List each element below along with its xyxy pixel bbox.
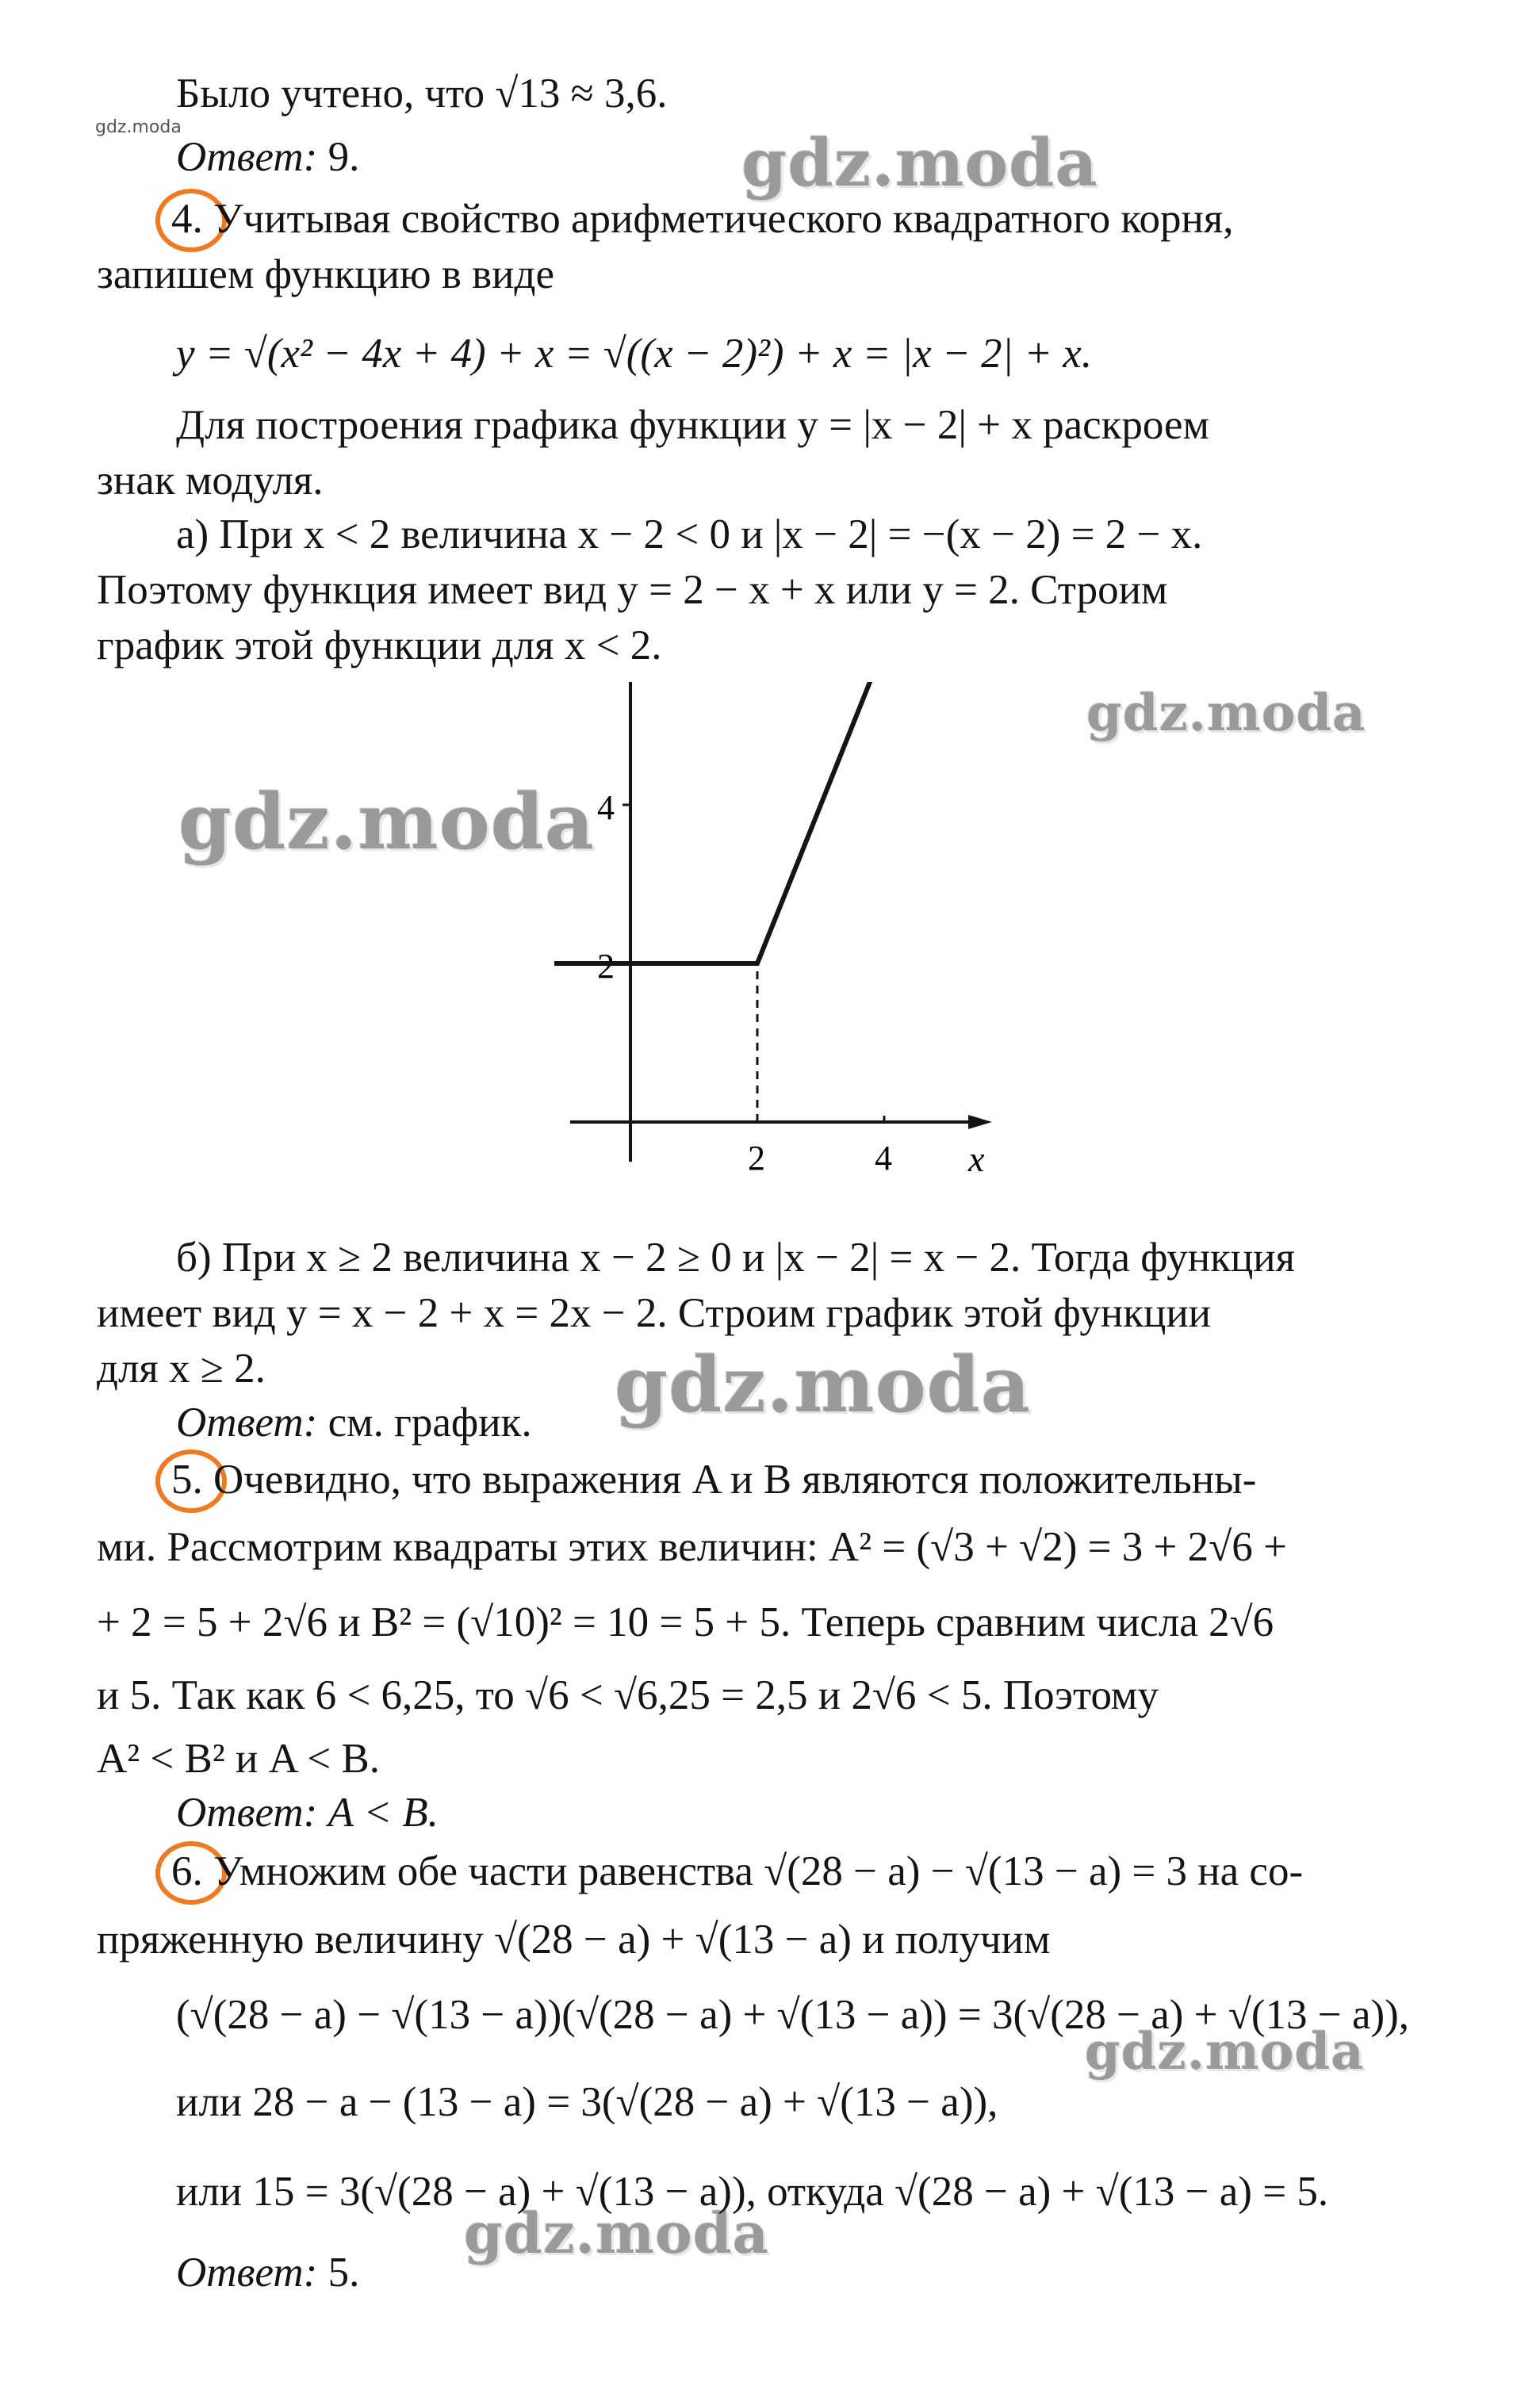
answer-value: A < B. [317, 1790, 439, 1836]
problem-4-line-2: запишем функцию в виде [97, 251, 554, 297]
intro-line: Было учтено, что √13 ≈ 3,6. [176, 71, 668, 117]
answer-value: 5. [317, 2250, 360, 2296]
problem-number: 4. [171, 196, 203, 242]
answer-value: 9. [317, 134, 360, 180]
answer-value: см. график. [317, 1400, 532, 1446]
problem-5-line-1 [171, 1459, 1540, 1501]
problem-6-formula-1: (√(28 − a) − √(13 − a))(√(28 − a) + √(13 − a)) = 3(√(28 − a) + √(13 − a)), [176, 1992, 1410, 2038]
problem-6-text-1: Умножим обе части равенства √(28 − a) − √(13 − a) = 3 на со- [213, 1848, 1304, 1894]
x-axis-arrow [968, 1115, 992, 1129]
x-tick-label: 2 [748, 1139, 765, 1178]
answer-label: Ответ: [176, 134, 318, 180]
problem-5-line-4: и 5. Так как 6 < 6,25, то √6 < √6,25 = 2,5 и 2√6 < 5. Поэтому [97, 1672, 1159, 1718]
watermark: gdz.moda [1085, 2022, 1365, 2081]
problem-6-line-1 [171, 1848, 1540, 1894]
problem-6-formula-2: или 28 − a − (13 − a) = 3(√(28 − a) + √(13 − a)), [176, 2079, 998, 2125]
problem-4-line-3: Для построения графика функции y = |x − 2| + x раскроем [176, 402, 1210, 448]
small-watermark: gdz.moda [95, 117, 182, 137]
watermark: gdz.moda [1086, 684, 1366, 743]
watermark: gdz.moda [178, 777, 596, 867]
answer-label: Ответ: [176, 1790, 318, 1836]
problem-6-formula-3: или 15 = 3(√(28 − a) + √(13 − a)), откуда √(28 − a) + √(13 − a) = 5. [176, 2169, 1329, 2215]
problem-4-case-b-3: для x ≥ 2. [97, 1346, 266, 1392]
answer-6 [176, 2252, 1540, 2294]
y-tick-label: 4 [597, 788, 615, 827]
problem-6-line-2: пряженную величину √(28 − a) + √(13 − a) и получим [97, 1917, 1051, 1963]
watermark: gdz.moda [741, 125, 1098, 201]
problem-4-case-b-1: б) При x ≥ 2 величина x − 2 ≥ 0 и |x − 2| = x − 2. Тогда функция [176, 1235, 1295, 1281]
watermark: gdz.moda [615, 1340, 1032, 1430]
problem-5-line-2: ми. Рассмотрим квадраты этих величин: A² = (√3 + √2) = 3 + 2√6 + [97, 1524, 1287, 1570]
function-graph [0, 682, 1540, 1237]
y-tick-label: 2 [597, 947, 615, 986]
problem-4-line-4: знак модуля. [97, 458, 324, 504]
problem-number: 6. [171, 1848, 203, 1894]
problem-4-case-a-1: а) При x < 2 величина x − 2 < 0 и |x − 2| = −(x − 2) = 2 − x. [176, 511, 1203, 557]
answer-4 [176, 1402, 1540, 1444]
problem-4-case-b-2: имеет вид y = x − 2 + x = 2x − 2. Строим график этой функции [97, 1290, 1212, 1336]
answer-label: Ответ: [176, 1400, 318, 1446]
problem-4-case-a-3: график этой функции для x < 2. [97, 622, 662, 668]
problem-number: 5. [171, 1457, 203, 1503]
answer-label: Ответ: [176, 2250, 318, 2296]
problem-5-line-3: + 2 = 5 + 2√6 и B² = (√10)² = 10 = 5 + 5. Теперь сравним числа 2√6 [97, 1599, 1274, 1645]
watermark: gdz.moda [464, 2200, 770, 2266]
problem-4-text-1: Учитывая свойство арифметического квадратного корня, [213, 196, 1234, 242]
x-tick-label: 4 [875, 1139, 892, 1178]
answer-5 [176, 1792, 1540, 1834]
problem-4-formula: y = √(x² − 4x + 4) + x = √((x − 2)²) + x = |x − 2| + x. [176, 331, 1093, 377]
problem-5-text-1: Очевидно, что выражения A и B являются положительны- [213, 1457, 1257, 1503]
problem-5-line-5: A² < B² и A < B. [97, 1736, 380, 1782]
problem-4-line-1 [171, 198, 1540, 240]
problem-4-case-a-2: Поэтому функция имеет вид y = 2 − x + x или y = 2. Строим [97, 567, 1168, 613]
x-axis-label: x [968, 1139, 985, 1179]
